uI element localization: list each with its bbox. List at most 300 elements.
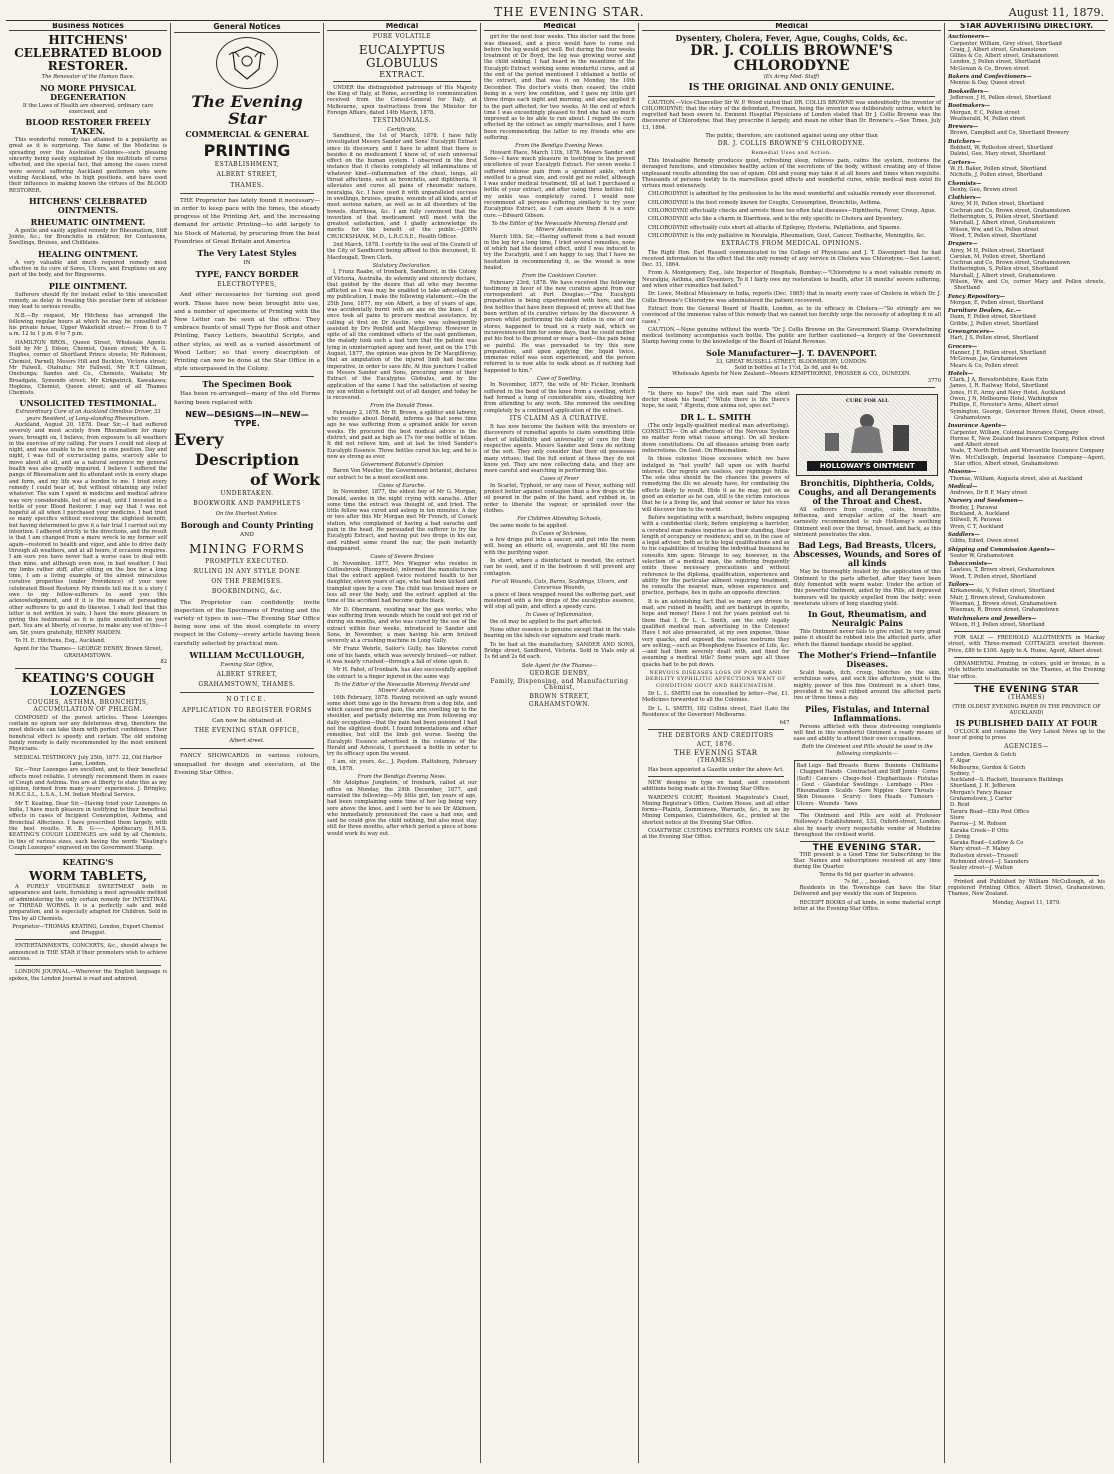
ad-text: It has now become the fashion with the inventors or discoverers of remedial agents to claim something little short of infallibility and universality of cure for their respective agents. Messrs Sander and Sons do nothing of the sort. They only consider that their oil possesses many virtues; that the full extent of these they do not know yet. They are now collecting data, and they are more careful and searching in performing this. [484, 424, 635, 475]
ad-text: ELECTROTYPES, [217, 281, 277, 289]
directory-entry: Carpenter, William, Colonial Insurance Company [950, 429, 1079, 436]
ad-text: BOOKBINDING, &c. [211, 588, 283, 596]
directory-entry: Owen, J N, Melbourne Hotel, Waihington [950, 396, 1058, 403]
directory-category: Saddlers— [948, 531, 980, 538]
directory-entry: Morgan, E C, Pollen street [950, 109, 1020, 116]
directory-entry: Airey, M H, Pollen street, Shortland [950, 247, 1044, 254]
column-heading: STAR ADVERTISING DIRECTORY. [948, 23, 1105, 31]
ad-heading: KEATING'S COUGH LOZENGES [21, 671, 155, 699]
ad-text: GRAHAMSTOWN. [528, 700, 591, 708]
ad-text: ORNAMENTAL Printing, in colors, gold or bronze, in a style hitherto unattainable on the Thames, at the Evening Star office. [948, 661, 1105, 680]
ad-text: March 18th. Sir,—Having suffered from a bad wound in the leg for a long time, I tried several remedies, none of which had the desired effect, until I was induced to try the Eucalypti, and I am happy to say, that I have no hesitation in recommending it, as the wound is now healed. [484, 233, 635, 271]
ad-text: Mr H. Pabst, of Ironbark, has also successfully applied the extract to a finger injured in the same way. [327, 667, 477, 680]
column-heading: Business Notices [9, 23, 167, 31]
directory-entry: Dalziel, Geo, Mary street, Shortland [950, 151, 1046, 158]
ad-number: 3770 [927, 377, 941, 384]
ad-heading: HITCHENS' CELEBRATED BLOOD RESTORER. [14, 33, 162, 74]
directory-category: Auctioneers— [948, 34, 990, 41]
ad-text: In Scarlet, Typhoid, or any case of Fever, nothing will protect better against contagion than a few drops of the oil poured in the palm of the hand, and rubbed in, in order to liberate the vapour, or sprinkled over the clothes. [484, 482, 635, 514]
masthead [6, 4, 1108, 21]
ad-text: The Right Hon. Earl Russell communicated to the College of Physicians and J. T. Davenport that he had received information to the effect that the only remedy of any service in Cholera was Chlorodyne.—See Lancet, Dec. 31, 1864. [642, 249, 941, 269]
ad-heading: THE EVENING STAR [673, 749, 758, 758]
directory-entry: Andrews, Dr R F, Mary street [950, 490, 1028, 497]
ad-heading: EXTRACTS FROM MEDICAL OPINIONS. [721, 240, 862, 248]
directory-category: Bootmakers— [948, 103, 990, 110]
agency-entry: D. Reid [950, 802, 970, 809]
ad-heading: NOTICE. [226, 696, 268, 704]
directory-entry: Denby, Geo, Brown street [950, 186, 1018, 193]
ad-heading: KEATING'S [62, 857, 114, 868]
directory-entry: Carpenter, William, Grey street, Shortland [950, 40, 1062, 47]
ad-text: Evening Star Office, [220, 661, 274, 668]
divider [15, 939, 161, 940]
holloway-engraving-icon [796, 394, 938, 476]
ad-text: 2nd March, 1878. I certify to the seal of the Council of the City of Sandhurst being affixed to this document, D. Macdougall, Town Clerk. [327, 242, 477, 261]
directory-category: Grocers— [948, 343, 978, 350]
ad-subheading: Cases of Fever [540, 476, 579, 483]
ad-text: Dr. Lowe, Medical Missionary in India, reports (Dec. 1865) that in nearly every case of Cholera in which Dr. J. Collis Browne's Chlorodyne was administered the patient recovered. [642, 291, 941, 304]
ad-text: Baron Von Mueller, the Government botanist, declares our extract to be a most excellent one. [327, 468, 477, 481]
ad-text: PROMPTLY EXECUTED. [205, 557, 289, 565]
ad-text: This Ointment never fails to give relief. In very great pains it should be rubbed into the affected parts, after which the flannel bandage should be applied. [793, 629, 941, 648]
directory-entry: Hetherington, S, Pollen street, Shortland [950, 214, 1058, 221]
ad-text: "Is there no hope? the sick man said The silent doctor shook his head;" "While there is life there's hope, he said, " Ægrotu, dum anima est, spes est." [642, 390, 790, 410]
agency-entry: Melbourne, Gordon & Gotch [950, 764, 1026, 771]
divider [648, 776, 784, 777]
directory-category: Butchers— [948, 138, 981, 145]
holloway-ad [794, 391, 942, 914]
divider [180, 376, 314, 377]
ad-heading: AGENCIES— [1004, 742, 1049, 750]
ad-subheading: (Ex Army Med. Staff) [763, 74, 820, 81]
directory-category: Chemists— [948, 180, 982, 187]
ad-subheading: Statutory Declaration. [372, 262, 432, 269]
directory-entry: Nicholls, J, Pollen street, Shortland [950, 172, 1043, 179]
ad-subheading: The Renovator of the Human Race. [41, 74, 135, 81]
directory-entry: Gillies & Co, Albert street, Grahamstown [950, 53, 1059, 60]
directory-entry: Morgan, E, Pollen street, Shortland [950, 299, 1044, 306]
ad-text: RECEIPT BOOKS of all kinds, in some material script letter at the Evening Star Office. [793, 899, 941, 912]
ad-subheading: From the Bendigo Evening News. [357, 774, 447, 781]
ad-text: This Invaluable Remedy produces quiet, refreshing sleep, relieves pain, calms the system, restores the deranged functions, and stimulates healthy action of the secretions of the body, without creating any of those unpleasant results attending the use of opium. Old and young may take it at all hours and times when requisite. Thousands of persons testify to its marvellous good effects and wonderful cures, while medical men extol its virtues most extensively. [642, 157, 941, 190]
ad-subheading: To the Editor of the Newcastle Morning Herald and Miners' Advocate. [491, 220, 628, 234]
column-medical-1 [324, 23, 481, 1463]
complaints-list: Bad Legs · Bad Breasts · Burns · Bunions · Chilblains · Chapped Hands · Contracted and Stiff Joints · Corns (Soft) · Cancers · Chego-foot · Elephantiasis · Fistulas · Gout · Glandular Swellings · Lumbago · Piles · Rheumatism · Scalds · Sore Nipples · Sore Throats · Skin Diseases · Scurvy · Sore Heads · Tumours · Ulcers · Wounds · Yaws [794, 760, 942, 810]
ad-text: ENTERTAINMENTS, CONCERTS, &c., should always be announced in THE STAR if their promoters wish to achieve success. [9, 943, 167, 963]
agency-entry: Shortland, J. H. Jefferson [950, 783, 1016, 790]
ad-text: In November, 1877, Mrs Wiegner who resides in Collinsbrook (Runnymede), informed the manufacturers that the extract applied twice restored health to her daughter, eleven years of age, who had been kicked and trampled upon by a cow. The child was bruised more or less all over the body, and the extract applied at the time of the accident had become quite black. [327, 560, 477, 605]
ad-text: LONDON JOURNAL.—Wherever the English language is spoken, the London Journal is read and admired. [9, 969, 167, 982]
directory-list [948, 34, 1105, 628]
star-logo: The Evening Star [191, 92, 303, 129]
ad-text: February 2, 1878. Mr H. Brown, a splitter and laborer, who resides about Donald, informs us that some time ago he was suffering from a sprained ankle for seven weeks. He procured the best medical advice in the district, and paid as high as 17s for one bottle of lotion. It did not relieve him, and at last he tried Sander's Eucalypti Essence. Three bottles cured his leg, and he is now as strong as ever. [327, 409, 477, 460]
agency-entry: F. Algar [950, 758, 971, 765]
directory-entry: Lawless, T, Brown street, Grahamstown [950, 567, 1055, 574]
ad-heading: In Gout, Rheumatism, and Neuralgic Pains [808, 609, 927, 629]
ad-text: the oil may be applied to the part affected. [490, 618, 603, 625]
ad-subheading: Certificate. [387, 126, 417, 133]
ad-text: From A. Montgomery, Esq., late Inspector of Hospitals, Bombay:—"Chlorodyne is a most valuable remedy in Neuralgia, Asthma, and Dysentery. To it I fairly owe my restoration to health, after 18 months' severe suffering, and when other remedies had failed." [642, 270, 941, 290]
ad-text: Sir,—Your Lozenges are excellent, and to their beneficial effects most reliable. I strongly recommend them in cases of Cough and Asthma. You are at liberty to state this as my opinion, formed from many years' experience. J. Bringley, M.R.C.S.L., L.S.A., L.M. Indian Medical Service. [9, 767, 167, 799]
ad-text: Has been re-arranged—many of the old Forms having been replaced with [174, 391, 320, 406]
ad-text: THE EVENING STAR OFFICE, [194, 726, 300, 734]
divider [954, 657, 1099, 658]
agency-entry: Sydney, " [950, 770, 975, 777]
ad-heading: Description [194, 449, 300, 469]
column-medical-2 [481, 23, 639, 1463]
ad-heading: THE EVENING STAR. [812, 843, 922, 854]
directory-category: Tailors— [948, 582, 974, 589]
ad-text: Has been appointed a Gazette under the above Act. [648, 766, 784, 773]
ad-text: Family, Dispensing, and Manufacturing Chemist, [490, 678, 629, 692]
directory-entry: Wiseman, J, Brown street, Grahamstown [950, 600, 1057, 607]
ad-heading: BLOOD RESTORER FREELY TAKEN. [25, 117, 151, 137]
divider [180, 748, 314, 749]
ad-subheading: Remedial Uses and Action. [751, 149, 832, 156]
directory-entry: Gibbs, Edwd, Owen street [950, 538, 1019, 545]
ad-text: a piece of linen wrapped round the suffering part, and moistened with a few drops of the eucalyptus essence, will stop all pain, and effect a speedy cure. [484, 591, 635, 611]
divider [333, 81, 471, 82]
ad-text: RULING IN ANY STYLE DONE [193, 567, 301, 575]
directory-entry: Bobbett, W, Rolleston street, Shortland [950, 145, 1053, 152]
ad-heading: The Specimen Book [202, 379, 292, 390]
ad-heading: DR. J. COLLIS BROWNE'S CHLORODYNE [690, 43, 893, 75]
agencies-list [948, 752, 1105, 872]
ad-heading: DR L. L. SMITH [680, 411, 752, 422]
ad-text: CAUTION.—None genuine without the words "Dr J. Collis Browne on the Government Stamp. Overwhelming medical testimony accompanies each bottle. The public are further cautioned—a forgery of the Government Stamp having come to the knowledge of the Board of Inland Revenue. [642, 326, 941, 346]
ad-heading: HITCHENS' CELEBRATED OINTMENTS. [29, 195, 147, 215]
directory-category: Masons— [948, 469, 977, 476]
ad-text: Mr T. Keating. Dear Sir,—Having tried your Lozenges in India, I have much pleasure in testifying to their beneficial effects in cases of Incipient Consumption, Asthma, and Bronchial Affections. I have prescribed them largely, with the best results. W. B. G——, Apothecary, H.M.S. KEATING'S COUGH LOZENGES are sold by all Chemists, in tins of various sizes, each having the words "Keating's Cough Lozenges" engraved on the Government Stamp. [9, 800, 167, 851]
ad-text: CHLORODYNE is the best remedy known for Coughs, Consumption, Bronchitis, Asthma. [648, 199, 882, 206]
issue-date: August 11, 1879. [1008, 5, 1104, 19]
ad-text: CHLORODYNE is admitted by the profession to be the most wonderful and valuable remedy ever discovered. [648, 191, 937, 198]
ad-text: HAMILTON BROS., Queen Street, Wholesale Agents. Sold by Mr J. Edson, Chemist, Queen street; Mr A. G. Hughes, corner of Shortland Prince streets; Mr Robinson, Chemist, Parnell; Messrs Hill and Buckton, Victoria street; Mr Falwell, Otahuhu; Mr Fallwell, Mr R.T. Gillman, Onehunga; Sandes and Co., Chemists, Waikato; Mr Broadgate, Symonds street; Mr Kirkpatrick, Kawakawa; Hopkins, Chemist, Queen street; and of all Thames Chemists. [9, 339, 167, 397]
ad-text: Howard Place, March 11th, 1878. Messrs Sander and Sons—I have much pleasure in testifying to the proved excellence of your Eucalypti Extract. For seven weeks I suffered intense pain from a sprained ankle, which swelled to a great size, and could get no relief, although I was under medical treatment, till at last I purchased a bottle of your extract, and after using three bottles full, my ankle was completely cured. I would now recommend all persons suffering similarly to try your Eucalyptus Extract, as I can assure them it is a sure cure.—Edward Gibson. [484, 149, 635, 219]
directory-entry: Symington, George, Governor Brown Hotel, Owen street, Grahamstown [950, 408, 1105, 421]
ad-heading: ITS CLAIM AS A CURATIVE. [509, 414, 610, 422]
ad-heading: PILE OINTMENT. [48, 280, 128, 291]
ad-heading: ACT, 1876. [696, 740, 735, 748]
ad-text: BROWN STREET, [529, 692, 590, 700]
directory-entry: Muir, J, Brown street, Grahamstown [950, 594, 1045, 601]
directory-entry: Wilson, Ww, and Co, Pollen street [950, 226, 1039, 233]
ad-text: All sufferers from coughs, colds, bronchitis, influenza, and irregular action of the heart are earnestly recommended to rub Holloway's soothing Ointment well over the throat, breast, and back, as this ointment penetrates the skin. [793, 506, 941, 539]
ad-subheading: Cases of Severe Bruises [370, 554, 434, 561]
directory-entry: Wiseman, R, Brown street, Grahamstown [950, 607, 1059, 614]
agency-entry: Auckland—S. Hackett, Insurance Buildings [950, 777, 1064, 784]
ad-text: ALBERT STREET, [216, 670, 278, 678]
ad-subheading: Sole Agent for the Thames— [521, 662, 598, 669]
ad-text: GRAHAMSTOWN, THAMES. [198, 681, 296, 689]
agency-entry: Grahamstown, J. Carter [950, 796, 1013, 803]
ad-text: Proprietor—THOMAS KEATING, London, Export Chemist and Druggist. [12, 923, 164, 937]
ad-text: APPLICATION TO REGISTER FORMS [182, 706, 312, 714]
divider [648, 96, 935, 97]
ad-heading: PRINTING [203, 141, 291, 161]
ad-subheading: Government Botanist's Opinion [360, 462, 444, 469]
ad-text: BOOKWORK AND PAMPHLETS [193, 500, 301, 508]
directory-entry: Souter W, Grahamstown [950, 552, 1014, 559]
ad-text: If the Laws of Health are observed, ordinary care exercised, and [22, 102, 154, 115]
ad-text: THE Proprietor has lately found it necessary—in order to keep pace with the times, the steady progress of the Printing Art, and the increasing demand for artistic Printing—to add largely to his Stock of Material, by procuring from the best Foundries of Great Britain and America [174, 197, 320, 245]
directory-entry: Airey, M H, Pollen street, Shortland [950, 201, 1044, 208]
ad-text: In November, 1877, the wife of Mr Ficker, Ironbark suffered in the bend of the knee from a swelling, which had formed a lump of considerable size, disabling her from attending to any work. She removed the swelling completely by a continued application of the extract. [484, 382, 635, 414]
ad-heading: RHEUMATIC OINTMENT. [30, 216, 146, 227]
ad-subheading: To the Editor of the Newcastle Morning Herald and Miners' Advocate. [334, 681, 470, 695]
agency-entry: Karaka Creek—P. Otto [950, 827, 1009, 834]
ad-text: THE present is a Good Time for Subscribing to the Star. Names and subscriptions received at any time during the Quarter. [793, 851, 941, 871]
ad-text: CHLORODYNE effectually checks and arrests those too often fatal diseases—Diphtheria, Fever, Croup, Ague. [648, 208, 937, 215]
divider [954, 875, 1099, 876]
seated-figure-icon [797, 403, 937, 463]
ad-text: 16th February, 1878. Having received an ugly wound some short time ago in the forearm from a dog bite, and which caused me great pain, the arm swelling up to the shoulder, and partially deterring me from following my daily occupation—that the pain had been poisoned I had not the slightest doubt. I found fomentations and other remedies, but still the limb got worse. Seeing the Eucalypti Essence advertised in the columns of the Herald and Advocate, I purchased a bottle in order to try its efficacy upon the wound. [327, 694, 477, 758]
ad-heading: NO MORE PHYSICAL DEGENERATION [40, 82, 136, 102]
directory-entry: Clark, J A, Beresfordshire, Kaue Extn [950, 377, 1049, 384]
ad-text: None other essence is genuine except that in the vials bearing on the labels our signature and trade mark. [484, 627, 635, 640]
ad-subheading: Both the Ointment and Pills should be used in the following complaints:— [801, 744, 933, 757]
directory-category: Bakers and Confectioners— [948, 74, 1032, 81]
ad-heading: PURE VOLATILE [372, 33, 432, 41]
ad-heading: (THAMES) [697, 757, 735, 765]
divider [15, 965, 161, 966]
directory-entry: Wm. McCullough, Imperial Insurance Company—Agent, Star office, Albert street, Grahamstown [950, 454, 1105, 467]
ad-text: This wonderful remedy has attained to a popularity as great as it is surprising. The fame of the Medicine is spreading over the Australian Colonies—such pleasing sincerity being easily explained by the multitude of cures effected, and the special fact, that among the cases cured were several suffering Auckland gentlemen who were visiting Auckland, who in high positions, and have used their influence in making known the virtues of the BLOOD RESTORER. [9, 137, 167, 194]
newspaper-title: THE EVENING STAR. [494, 5, 645, 19]
ad-heading: ESTABLISHMENT, [214, 161, 280, 169]
directory-entry: Mennie & Day, Queen street [950, 80, 1025, 87]
directory-entry: Jones, H E, Army and Navy Hotel, Auckland [950, 389, 1066, 396]
directory-entry: Hetherington, S, Pollen street, Shortland [950, 266, 1058, 273]
ad-text: Dr L. L. SMITH can be consulted by letter—Fee, £1. Medicines forwarded to all the Colonies. [642, 690, 790, 704]
ad-number: 82 [160, 658, 167, 665]
ad-heading: NERVOUS DISEASES LOSS OF POWER AND DEBILITY SYPHILITIC AFFECTIONS WANT OF CONDITION GOUT AND RHEUMATISM. [645, 670, 786, 689]
directory-entry: McGowan & Co, Brown street [950, 65, 1029, 72]
ad-subheading: For all Wounds, Cuts, Burns, Scaldings, Ulcers, and Cancerous Wounds, [491, 578, 628, 592]
ad-subheading: In Cases of Sickness, [531, 530, 588, 537]
ad-text: THAMES. [230, 181, 264, 189]
divider [648, 729, 784, 730]
directory-entry: Wilson, H J, Pollen street, Shortland [950, 621, 1045, 628]
directory-entry: Dann, F, Pollen street, Shortland [950, 314, 1036, 321]
column-heading: Medical [484, 23, 635, 31]
ad-text: FANCY SHOWCARDS in various colours, unequalled for design and execution, at the Evening Star Office. [174, 753, 320, 776]
column-heading: General Notices [174, 23, 320, 33]
ad-text: N.B.—By request, Mr Hitchens has arranged the following regular hours at which he may be consulted at his private house, Upper Wakefield street:— From 6 to 7 a.m. 12 to 1 p.m. 6 to 7 p.m. [9, 312, 167, 338]
divider [15, 854, 161, 855]
ad-text: ALBERT STREET, [216, 171, 278, 179]
ad-text: Extract from the General Board of Health, London, as to its efficacy in Cholera:—"So strongly are we convinced of the immense value of this remedy that we cannot too forcibly urge the necessity of adopting it in all cases." [642, 305, 941, 325]
directory-category: Furniture Dealers, &c.— [948, 308, 1022, 315]
ad-text: CHLORODYNE acts like a charm in Diarrhoea, and is the only specific in Cholera and Dysentery. [648, 216, 904, 223]
ad-text: ON THE PREMISES. [211, 578, 283, 586]
ad-heading: of Work [250, 469, 320, 489]
ad-text: a few drops put into a saucer, and put into the room will, being an etheric oil, evaporate, and fill the room with the purifying vapor. [484, 537, 635, 556]
ad-heading: HEALING OINTMENT. [37, 248, 139, 259]
ad-text: NEW designs in type on hand, and consistent additions being made at the Evening Star Office. [642, 779, 790, 793]
directory-category: Tobacconists— [948, 561, 993, 568]
agency-entry: Karaka Road—Ludlow & Co [950, 840, 1024, 847]
divider [180, 193, 314, 194]
ad-heading: Borough and County Printing [180, 520, 314, 531]
divider [800, 841, 936, 842]
directory-entry: W. H. Baker, Pollen street, Shortland [950, 165, 1047, 172]
coat-of-arms-icon [216, 37, 278, 89]
ad-subheading: From the Cooktown Courier. [521, 273, 598, 280]
directory-category: Clothiers— [948, 195, 982, 202]
directory-entry: Stilwell, R, Parawai [950, 517, 1002, 524]
ad-text: The Ointment and Pills are sold at Professor Holloway's Establishment, 533, Oxford-street, London; also by nearly every respectable vendor of Medicine throughout the civilised world. [793, 813, 941, 838]
ad-text: Persons afflicted with these distressing complaints will find in this wonderful Ointment a ready means of ease and ability to attend their own occupations. [793, 723, 941, 743]
ad-text: O'CLOCK and contains the Very Latest News up to the hour of going to press [948, 729, 1105, 742]
ad-text: UNDERTAKEN. [220, 489, 274, 497]
ad-text: 7s 6d ,, ,, booked. [843, 878, 891, 885]
column-heading: Medical [642, 23, 941, 31]
ad-text: A PURELY VEGETABLE SWEETMEAT both in appearance and taste, furnishing a most agreeable method of administering the only certain remedy for INTESTINAL or THREAD WORMS. It is a perfectly safe and mild preparation, and is especially adapted for Children. Sold in Tins by all Chemists. [9, 884, 167, 922]
agency-entry: Richmond street—J. Saunders [950, 859, 1029, 866]
ad-heading: UNSOLICITED TESTIMONIAL. [19, 398, 157, 409]
ad-heading: TYPE, FANCY BORDER [195, 269, 299, 280]
ad-text: In November, 1877, the eldest boy of Mr G. Morgan, Donald, awoke in the night crying with earache. After some time the extract was thought of, and tried. The little fellow was cured and asleep in ten minutes. A day or two after this Mr Morgan met Mr French, of Corack station, who complained of having a bad earache and pain in the head. He persuaded the sufferer to try the Eucalypti Extract, and having put two drops in his ear, and rubbed some round the ear, the pain instantly disappeared. [327, 489, 477, 552]
ad-text: the same mode to be applied. [490, 522, 568, 529]
directory-category: Drapers— [948, 241, 978, 248]
ad-heading: THE DEBTORS AND CREDITORS [657, 732, 774, 740]
directory-entry: Wood, T, Pollen street, Shortland [950, 573, 1037, 580]
ad-text: In those colonies those excesses which we have indulged in "hot youth" fall upon us with fearful interest. Our regrets are useless, our repinings futile. The sole idea should be the chances the powers of remedying the ills we already have, for combating the effects likely to result. Hide it as he may, put on as good an exterior as he can, still is the victim conscious that he is a living lie, and that sooner or later his vices will discover him to the world. [642, 456, 790, 513]
ad-heading: The Very Latest Styles [197, 248, 297, 259]
directory-entry: Craig, J, Albert street, Grahamstown [950, 46, 1047, 53]
ad-heading: EXTRACT. [379, 69, 425, 79]
directory-entry: Brown, Campbell and Co, Shortland Brewery [950, 130, 1069, 137]
agency-entry: London, Gordon & Gotch [950, 751, 1017, 758]
ad-heading: NEW—DESIGNS—IN—NEW—TYPE. [185, 409, 309, 428]
directory-entry: Marshall, J, Albert street, Grahamstown [950, 220, 1056, 227]
divider [180, 692, 314, 693]
directory-entry: Cochran and Co, Brown street, Grahamstown [950, 207, 1071, 214]
column-heading: Medical [327, 23, 477, 31]
directory-entry: Jefferson, J H, Pollen street, Shortland [950, 94, 1051, 101]
ad-text: CAUTION.—Vice-Chancellor Sir W. P. Wood stated that DR. COLLIS BROWNE was undoubtedly the inventor of CHLORODYNE; that the story of the defendant, Freeman, being the inventor was deliberately untrue, which he regretted had been sworn to. Eminent Hospital Physicians of London stated that Dr J. Collis Browne was the discoverer of Chlorodyne; that they prescribe it largely, and mean no other than Dr. Browne's.—See Times, July 13, 1864. [642, 99, 941, 131]
directory-entry: Buckland, A, Auckland [950, 511, 1010, 518]
ad-text: 33, GREAT RUSSELL-STREET, BLOOMSBURY, LONDON. [715, 358, 868, 365]
directory-entry: Weatherald, M, Pollen street [950, 115, 1026, 122]
ad-text: I am, sir, yours, &c., J. Paydom. Plattsburg, February 6th, 1878. [327, 759, 477, 772]
directory-entry: Carolan, M, Pollen street, Shortland [950, 253, 1046, 260]
directory-entry: James, I, R. Railway Hotel, Shortland [950, 383, 1048, 390]
ad-text: Sold in bottles at 1s 1½d, 2s 9d, and 4s 6d. [734, 364, 849, 371]
directory-entry: Thomas, William, Augusta street, also at Auckland [950, 475, 1083, 482]
ad-text: CHLORODYNE effectually cuts short all attacks of Epilepsy, Hysteria, Palpitations, and Spasms. [648, 224, 901, 231]
directory-category: Nursery and Seedsmen— [948, 498, 1024, 505]
ad-heading: IS THE ORIGINAL AND ONLY GENUINE. [688, 82, 895, 93]
ad-text: UNDER the distinguished patronage of His Majesty the King of Italy, at Rome, according to communication received from the Consul-General for Italy, at Melbourne, upon instructions from the Minister for Foreign Affairs, dated 14th March, 1878. [327, 84, 477, 117]
directory-entry: Hart, J S, Pollen street, Shortland [950, 335, 1039, 342]
ad-text: To be had at the manufactory, SANDER AND SONS, Bridge street, Sandhurst, Victoria. Sold in Vials only at 1s 6d and 2s 6d each. [484, 641, 635, 661]
ad-heading: DR. J. COLLIS BROWNE'S CHLORODYNE. [717, 140, 866, 148]
ad-text: On the Shortest Notice. [215, 511, 279, 518]
ad-text: A gentle and easily applied remedy for Rheumatism, Stiff Joints, &c.; for Bronchitis in children; for Contusions, Swellings, Bruises, and Chilblains. [9, 227, 167, 247]
holloway-label: HOLLOWAY'S OINTMENT [807, 461, 927, 471]
ad-text: GEORGE DENBY, [529, 669, 590, 677]
ad-text: Before negotiating with a marchant, before engaging with a confidential clerk; before employing a barrister, a cerebral man makes inquiries as their standing, their length of occupancy or residence; and so, in the case of a legal adviser, both as to his legal qualifications and as to his capabilities of treating the individual business he consults him upon. Strange to say, however, in the selection of a medical man, the suffering frequently omits these necessary precautions and without reference to the diploma, qualification, experience and ability for the particular ailment requiring treatment, he consults the nearest man, whose experience and practice, perhaps, lies in quite an opposite direction. [642, 514, 790, 597]
ad-heading: THE EVENING STAR [974, 684, 1079, 695]
ad-heading: (THAMES) [1008, 694, 1045, 702]
ad-heading: Dysentery, Cholera, Fever, Ague, Coughs, Colds, &c. [675, 33, 908, 44]
ad-text: Sandhurst, the 1st of March, 1878. I have fully investigated Messrs Sander and Sons' Eucalypti Extract since its discovery, and I have to admit that there is besides it no medicament I know of, of such universal effect on the human system. I observed in the first instance that it checks completely all inflammations of whatever kind—inflammation of the chest, lungs, all throat affections, such as bronchitis, and diphtheria. It alleviates and cures all pains of rheumatic nature, neuralgia, &c. I have used it with unparalleled success in swellings, bruises, sprains, wounds of all kinds, and of most serious nature, as well as in all disorders of the bowels, diarrhoea, &c. I am fully convinced that the invention of that medicament will meet with the greatest satisfaction, and I gladly acknowledge its merits for the benefit of the public.—JOHN CRUICKSHANK, M.D., L.R.C.S.E., Health Officer. [327, 132, 477, 240]
ad-heading: MINING FORMS [189, 541, 305, 556]
directory-entry: Lendon, J, Pollen street, Shortland [950, 59, 1041, 66]
directory-category: Medical— [948, 483, 978, 490]
directory-category: Insurance Agents— [948, 423, 1007, 430]
agency-entry: J. Dring [950, 833, 970, 840]
ad-text: The Proprietor can confidently invite inspection of the Specimens of Printing and the variety of types in use—The Evening Star Office being now one of the most complete in every respect in the Colony—every article having been carefully selected by practical men. [174, 599, 320, 647]
ad-subheading: In Cases of Inflammation, [525, 612, 594, 619]
ad-heading: IS PUBLISHED DAILY AT FOUR [955, 718, 1098, 729]
ad-text: (The only legally-qualified medical man advertising). CONSULTS— On all affections of the Nervous System no matter from what cause arising). On all broken-down constitutions. On all diseases arising from early indiscretions. On Gout. On Rheumatism. [642, 422, 790, 454]
ad-text: (THE OLDEST EVENING PAPER IN THE PROVINCE OF AUCKLAND) [952, 703, 1101, 716]
ad-heading: Bronchitis, Diphtheria, Colds, Coughs, and all Derangements of the Throat and Chest. [798, 477, 937, 506]
directory-entry: Wilson, Ww, and Co, corner Mary and Pollen streets, Shortland [950, 278, 1105, 292]
directory-category: Greengrocers— [948, 329, 995, 336]
ad-text: Mr Adolphus Jungheim, of Ironbark, called at our office on Monday, the 24th December, 1877, and narrated the following:—My little girl, ten years of age, had been complaining some time of her leg being very sore above the knee, and I sent her to see Dr Atkinson, who immediately pronounced the case a bad one, and said he could give the child nothing, but also must stay still for three months, after which period a piece of bone would work its way out. [327, 780, 477, 837]
directory-category: Hotels— [948, 370, 974, 377]
agency-entry: Tararu Road—Ellis Post Office [950, 808, 1030, 815]
ad-text: Wholesale Agents for New Zealand—Messrs KEMPTHORNE, PROSSER & CO., DUNEDIN. [672, 371, 911, 378]
ad-text: Scald heads, itch, croup, blotches on the skin, scrofulous sores, and such like affections, yield to the mighty power of this fine Ointment in a short time, provided it be well rubbed around the affected parts two or three times a day. [793, 670, 941, 702]
ad-text: Albert street. [229, 738, 265, 745]
directory-entry: Kirkanowski, V, Pollen street, Shortland [950, 588, 1055, 595]
ad-subheading: Case of Swelling. [536, 376, 583, 383]
ad-subheading: For Children Attending Schools, [517, 516, 602, 523]
directory-entry: Marshall, J, Albert street, Grahamstown [950, 272, 1056, 279]
ad-text: Terms 6s 6d per quarter in advance. [819, 872, 916, 879]
directory-category: Shipping and Commission Agents— [948, 546, 1056, 553]
ad-text: Residents in the Townships can have the Star Delivered and pay weekly the sum of Sixpence. [793, 885, 941, 898]
ad-number: 647 [779, 720, 790, 727]
directory-entry: Wood, T, Pollen street, Shortland [950, 232, 1037, 239]
divider [648, 387, 935, 388]
ad-heading: Piles, Fistulas, and Internal Inflammations. [805, 703, 930, 723]
directory-category: Booksellers— [948, 88, 989, 95]
ad-text: girl for the next four weeks. This doctor said the bone was diseased, and a piece would have to come out before the leg would get well. But during the four weeks treatment of Dr Boyd, the leg was growing worse and the child sinking. I had heard in the meantime of the Eucalypti Extract working some wonderful cures, and at the end of the period mentioned I obtained a bottle of the extract, and that was it on Monday, the 10th December. The doctor's visits then ceased, the child being in a very low condition, and I gave my little girl three drops each night and morning, and also applied it to the part affected, for two weeks. At the end of which time I was exceedingly pleased to find she had so much improved as to be able to run about. I regard the cure effected by the extract as simply marvellous, and I have been recommending the latter to my friends who are suffering. [484, 34, 635, 142]
agency-entry: Rolleston street—Trussell [950, 852, 1018, 859]
ad-text: AND [240, 532, 254, 539]
directory-entry: Phillips, E, Forester's Arms, Albert street [950, 402, 1059, 409]
ad-heading: TESTIMONIALS. [372, 117, 432, 125]
ad-text: Sufferers should fly for instant relief to this unexcelled remedy, as delay in treating this peculiar form of sickness may lead to serious results. [9, 291, 167, 311]
ad-heading: WORM TABLETS, [28, 869, 148, 884]
agency-entry: Mary street—F. Mabey [950, 846, 1010, 853]
ad-text: May be thoroughly healed by the application of this Ointment to the parts affected, after they have been duly fomented with warm water. Under the action of this powerful Ointment, aided by the Pills, all depraved humours will be quickly expelled from the body; even inveterate ulcers of long standing yield. [793, 569, 941, 607]
two-column-ads [642, 391, 941, 914]
directory-entry: Veale, T, North British and Mercantile Insurance Company [950, 448, 1105, 455]
ad-heading: COMMERCIAL & GENERAL [185, 129, 309, 140]
agency-entry: Sealey street—J. Walton [950, 865, 1013, 872]
ad-text: And other necessaries for turning out good work. These have now been brought into use, and a number of specimens of Printing with the New Letter can be seen at the office. They embrace founts of small Type for Book and other Printing, Fancy Letters, beautiful Scripts, and other styles, as well as a varied assortment of Wood Letter; so that every description of Printing can now be done at the Star Office in a style unsurpassed in the Colony. [174, 292, 320, 373]
directory-entry: Hanner, J E, Pollen street, Shortland [950, 349, 1046, 356]
ad-text: The public, therefore, are cautioned against using any other than [705, 133, 878, 140]
ad-text: Auckland, August 20, 1878. Dear Sir,—I had suffered severely and most acutely from Rheumatism for many years, brought on, I believe, from exposure to all weathers in the exercise of my calling. For years I could not sleep at night, and was unable to be erect in one position. Day and night, I was full of excruciating pains, scarcely able to move about at all, and as a natural sequence my general health was also greatly impaired. I believe I suffered the pangs of Rheumatism and its attendant evils in every shape and form, and my life was a burden to me. I tried every remedy I could hear of, but without obtaining any relief whatever. The sum I spent in medicine and medical advice was very considerable, but of no avail, until I invested in a bottle of your Blood Restorer. I may say that I was not hopeful at all when I purchased your medicine. I had tried so many specifics without receiving the slightest benefit, but having determined to give it a fair trial I carried out my intention. I adhered strictly to the directions, and the result is that I am changed from a mere wreck to my former self again—restored to health and vigor, and able to drive daily through all weathers, and at all hours, if occasion requires. I am sure you have never had a worse case to deal with than mine, and although even now, in bad weather, I feel my limbs rather stiff, after sitting on the box for a long time, I am a living example of the almost miraculous curative properties (under Providence) of your now celebrated Blood Restorer. My friends tell me it is a story I owe to my fellow-sufferers to send you this acknowledgement, and if it is the means of persuading other sufferers to go and do likewise, I shall feel that this letter is not written in vain. I have the more pleasure in giving this testimonial as it is quite unsolicited on your part. You are at liberty, of course, to make any use of this—I am, Sir, yours gratefully, HENRY MAIDEN. [9, 421, 168, 636]
ad-text: MEDICAL TESTIMONY. July 25th, 1877. 22, Old Harbor Lane, London. [14, 754, 162, 767]
ad-text: IN [243, 260, 251, 267]
column-business-notices [6, 23, 171, 1463]
agency-entry: Store [950, 814, 965, 821]
ad-text: Mr Franz Wehrle, Sailor's Gully, has likewise cured one of his hands, which was severely bruised—or rather, it was nearly crushed—through a fall of stone upon it. [327, 646, 477, 666]
directory-entry: Mears & Co, Pollen street [950, 362, 1019, 369]
ad-text: Mr D. Obermann, residing near the gas works, who was suffering from wounds which he could not get rid of during six months, and who was cured by the use of the extract within four weeks, introduced to Sander and Sons, in November, a man having his arm bruised severely at a crushing machine in Long Gully. [327, 606, 477, 645]
imprint-date: Monday, August 11, 1879. [992, 899, 1061, 906]
directory-category: Carters— [948, 159, 976, 166]
